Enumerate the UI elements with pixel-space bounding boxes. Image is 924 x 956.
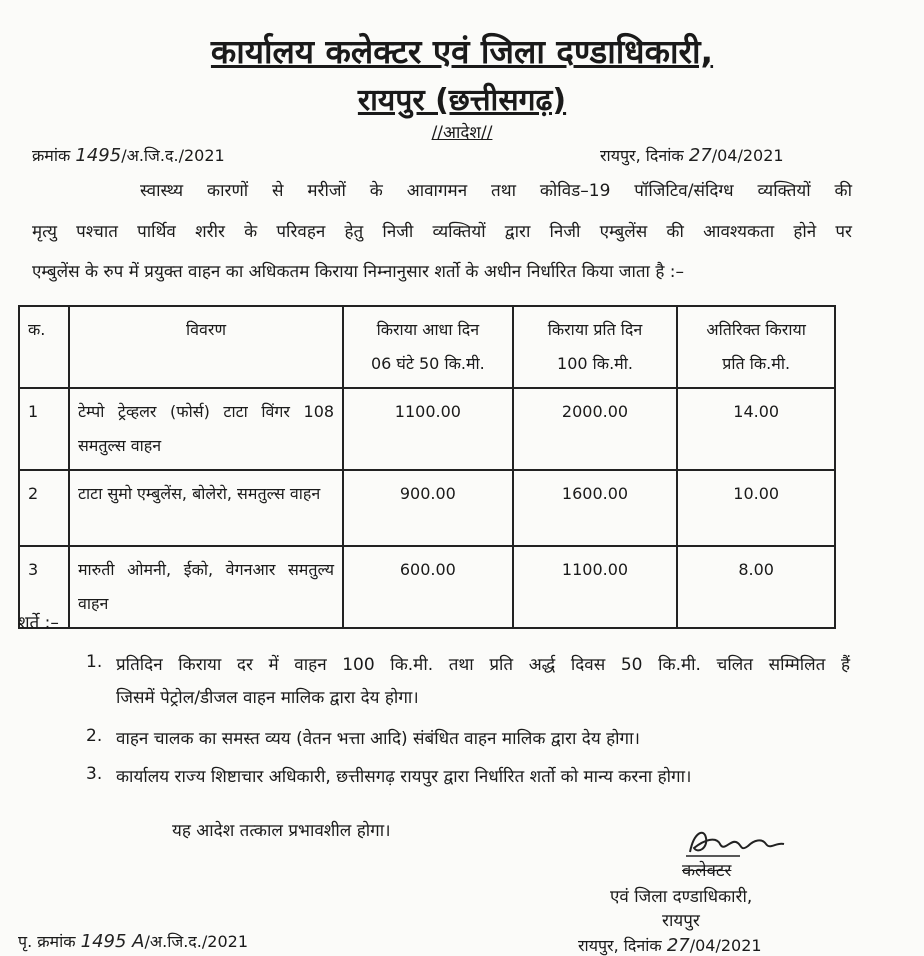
signature-city: रायपुर	[662, 911, 700, 931]
signature-office: एवं जिला दण्डाधिकारी,	[610, 887, 753, 907]
cell-per-day: 1100.00	[513, 546, 678, 628]
condition-number: 3.	[86, 764, 103, 784]
header-half-day: किराया आधा दिन 06 घंटे 50 कि.मी.	[343, 306, 513, 388]
condition-1-line-2: जिसमें पेट्रोल/डीजल वाहन मालिक द्वारा देय होगा।	[116, 688, 419, 708]
endorsement-number: पृ. क्रमांक 1495 A/अ.जि.द./2021	[18, 931, 248, 952]
cell-extra: 14.00	[677, 388, 835, 470]
cell-half-day: 600.00	[343, 546, 513, 628]
cell-per-day: 2000.00	[513, 388, 678, 470]
endorsement-date: रायपुर, दिनांक 27/04/2021	[578, 935, 762, 956]
header-sno: क.	[19, 306, 69, 388]
condition-number: 1.	[86, 652, 103, 672]
cell-extra: 10.00	[677, 470, 835, 546]
intro-line-3: एम्बुलेंस के रुप में प्रयुक्त वाहन का अधिकतम किराया निम्नानुसार शर्तो के अधीन निर्धारित किया जाता है :–	[32, 262, 685, 282]
header-extra: अतिरिक्त किराया प्रति कि.मी.	[677, 306, 835, 388]
cell-sno: 1	[19, 388, 69, 470]
intro-line-1: स्वास्थ्य कारणों से मरीजों के आवागमन तथा कोविड–19 पॉजिटिव/संदिग्ध व्यक्तियों की	[140, 181, 852, 201]
conditions-label: शर्ते :–	[18, 613, 59, 633]
table-row	[19, 546, 835, 628]
cell-sno: 3	[19, 546, 69, 628]
signature-designation: कलेक्टर	[682, 861, 732, 881]
condition-2-text: वाहन चालक का समस्त व्यय (वेतन भत्ता आदि) संबंधित वाहन मालिक द्वारा देय होगा।	[116, 729, 640, 749]
intro-line-2: मृत्यु पश्चात पार्थिव शरीर के परिवहन हेतु निजी व्यक्तियों द्वारा निजी एम्बुलेंस की आवश्यकता होने पर	[32, 222, 852, 242]
handwritten-ref-number: 1495	[75, 145, 122, 166]
office-title: कार्यालय कलेक्टर एवं जिला दण्डाधिकारी,	[210, 32, 714, 71]
table-header-row	[19, 306, 835, 388]
table-row	[19, 388, 835, 470]
cell-extra: 8.00	[677, 546, 835, 628]
rates-table	[18, 305, 836, 629]
ref-number: क्रमांक 1495/अ.जि.द./2021	[32, 145, 225, 166]
city-title: रायपुर (छत्तीसगढ़)	[357, 83, 567, 118]
condition-3-text: कार्यालय राज्य शिष्टाचार अधिकारी, छत्तीसगढ़ रायपुर द्वारा निर्धारित शर्तो को मान्य करना होगा।	[116, 767, 692, 787]
cell-sno: 2	[19, 470, 69, 546]
handwritten-endorsement-day: 27	[666, 935, 690, 956]
handwritten-endorsement-number: 1495 A	[80, 931, 145, 952]
condition-1-line-1: प्रतिदिन किराया दर में वाहन 100 कि.मी. तथा प्रति अर्द्ध दिवस 50 कि.मी. चलित सम्मिलित हैं	[116, 655, 850, 675]
header-per-day: किराया प्रति दिन 100 कि.मी.	[513, 306, 678, 388]
handwritten-ref-day: 27	[688, 145, 712, 166]
cell-half-day: 1100.00	[343, 388, 513, 470]
condition-number: 2.	[86, 726, 103, 746]
cell-half-day: 900.00	[343, 470, 513, 546]
cell-desc: टाटा सुमो एम्बुलेंस, बोलेरो, समतुल्स वाहन	[69, 470, 343, 546]
order-label: //आदेश//	[431, 123, 493, 143]
effect-statement: यह आदेश तत्काल प्रभावशील होगा।	[172, 821, 391, 841]
cell-desc: टेम्पो ट्रेव्हलर (फोर्स) टाटा विंगर 108 समतुल्स वाहन	[69, 388, 343, 470]
ref-date: रायपुर, दिनांक 27/04/2021	[600, 145, 784, 166]
cell-per-day: 1600.00	[513, 470, 678, 546]
table-row	[19, 470, 835, 546]
cell-desc: मारुती ओमनी, ईको, वेगनआर समतुल्य वाहन	[69, 546, 343, 628]
header-desc: विवरण	[69, 306, 343, 388]
